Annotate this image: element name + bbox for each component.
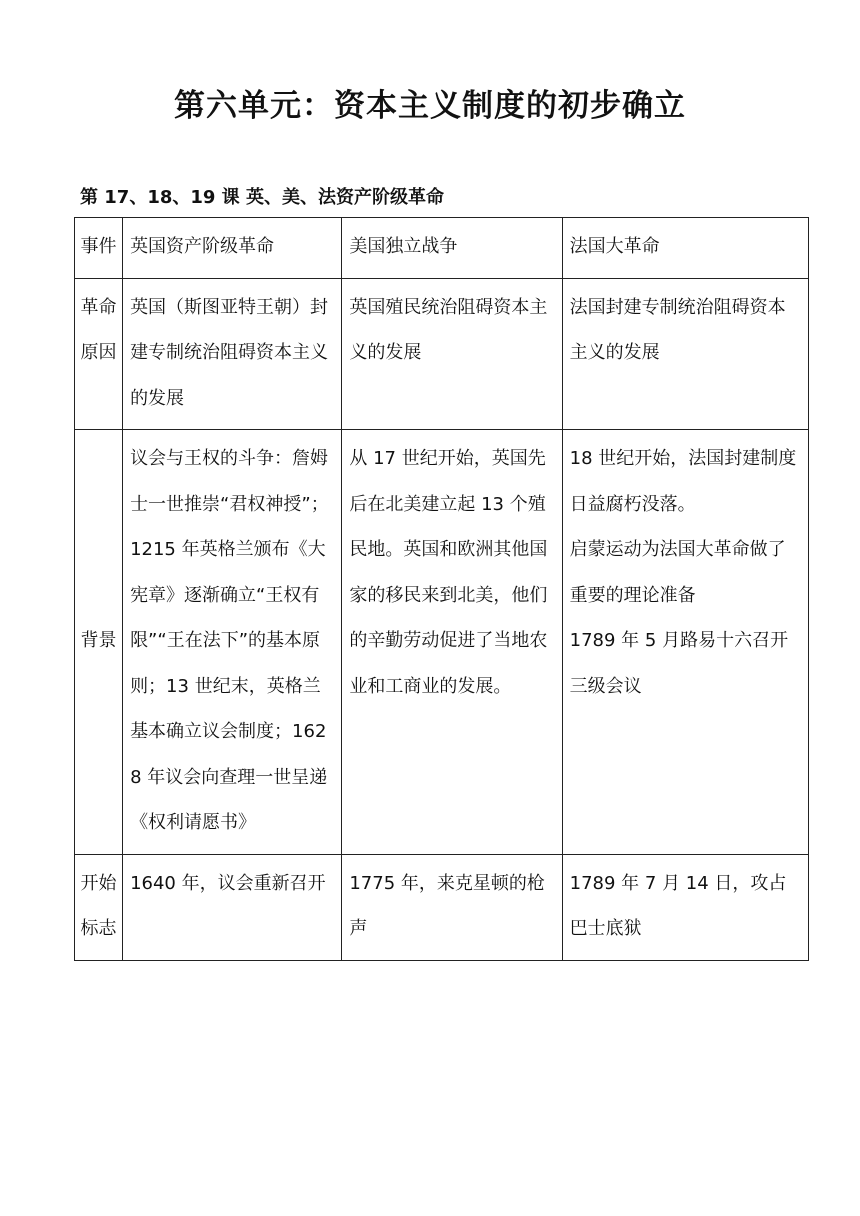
page-title: 第六单元：资本主义制度的初步确立 (174, 88, 686, 124)
cell-paragraph: 1640 年，议会重新召开 (130, 872, 326, 894)
table-header-row (75, 218, 809, 279)
cell-paragraph: 议会与王权的斗争：詹姆士一世推崇“君权神授”；1215 年英格兰颁布《大宪章》逐渐确立“王权有限”“王在法下”的基本原则；13 世纪末，英格兰基本确立议会制度；1628 年议会向查理一世呈递《权利请愿书》 (130, 448, 329, 833)
column-header-english-revolution: 英国资产阶级革命 (123, 218, 342, 279)
column-header-american-war: 美国独立战争 (342, 218, 562, 279)
row-label-background (75, 430, 123, 855)
column-header-french-revolution: 法国大革命 (562, 218, 808, 279)
row-label-cause (75, 278, 123, 430)
row-label-text: 开始标志 (80, 872, 117, 939)
row-label-text: 背景 (80, 630, 117, 651)
table-row (75, 430, 809, 855)
cell-paragraph: 1775 年，来克星顿的枪声 (349, 872, 545, 939)
cell-paragraph: 启蒙运动为法国大革命做了重要的理论准备 (569, 539, 786, 606)
table-row (75, 854, 809, 960)
table-cell (123, 430, 342, 855)
table-cell (123, 854, 342, 960)
cell-paragraph: 1789 年 5 月路易十六召开三级会议 (569, 630, 789, 697)
table-cell (342, 854, 562, 960)
row-label-text: 革命原因 (80, 296, 117, 363)
table-cell (123, 278, 342, 430)
table-cell (342, 278, 562, 430)
cell-paragraph: 英国（斯图亚特王朝）封建专制统治阻碍资本主义的发展 (130, 296, 329, 409)
table-cell (562, 854, 808, 960)
row-label-event (75, 218, 123, 279)
row-label-text: 事件 (80, 236, 117, 257)
comparison-table (74, 217, 809, 961)
cell-paragraph: 英国殖民统治阻碍资本主义的发展 (349, 296, 548, 363)
cell-paragraph: 18 世纪开始，法国封建制度日益腐朽没落。 (569, 448, 797, 515)
table-cell (562, 430, 808, 855)
cell-paragraph: 1789 年 7 月 14 日，攻占巴士底狱 (569, 872, 787, 939)
table-row (75, 278, 809, 430)
cell-paragraph: 法国封建专制统治阻碍资本主义的发展 (569, 296, 786, 363)
table-cell (342, 430, 562, 855)
row-label-start-marker (75, 854, 123, 960)
cell-paragraph: 从 17 世纪开始，英国先后在北美建立起 13 个殖民地。英国和欧洲其他国家的移民来到北美，他们的辛勤劳动促进了当地农业和工商业的发展。 (349, 448, 548, 697)
table-cell (562, 278, 808, 430)
lesson-title: 第 17、18、19 课 英、美、法资产阶级革命 (80, 187, 444, 208)
